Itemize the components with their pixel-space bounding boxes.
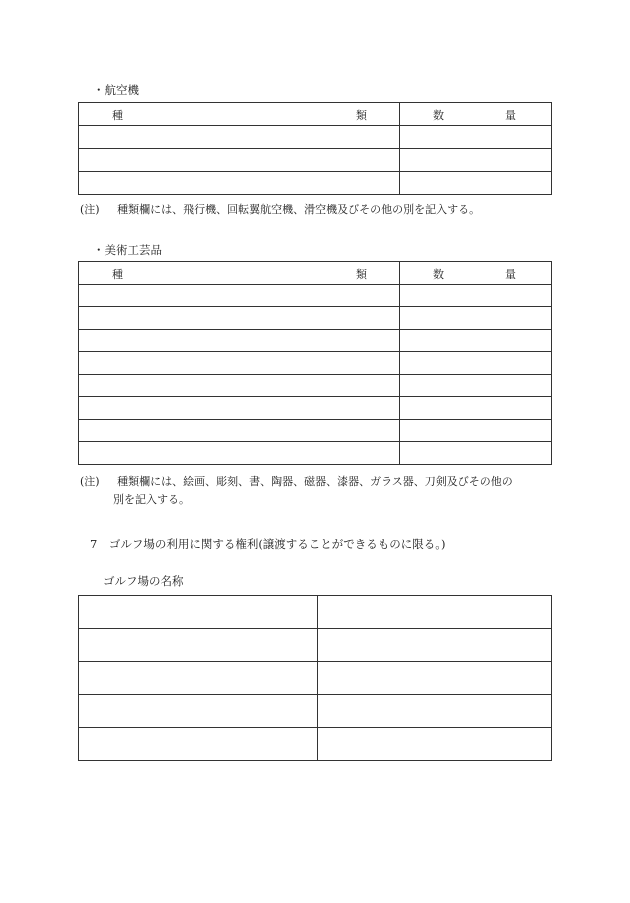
- aircraft-note-label: (注): [80, 203, 100, 216]
- table-cell[interactable]: [400, 329, 552, 352]
- table-cell[interactable]: [79, 419, 400, 442]
- golf-table: [78, 595, 552, 761]
- aircraft-table: [78, 102, 552, 195]
- aircraft-qty-header: [400, 103, 552, 126]
- art-kind-header: [79, 262, 400, 285]
- art-qty-header-right: 量: [505, 268, 516, 281]
- table-cell[interactable]: [400, 172, 552, 195]
- aircraft-qty-header-right: 量: [505, 109, 516, 122]
- table-cell[interactable]: [79, 695, 318, 728]
- table-cell[interactable]: [318, 695, 552, 728]
- art-note-text-line1: 種類欄には、絵画、彫刻、書、陶器、磁器、漆器、ガラス器、刀剣及びその他の: [117, 475, 513, 488]
- aircraft-note: [80, 201, 480, 219]
- golf-section-title: 7 ゴルフ場の利用に関する権利(譲渡することができるものに限る。): [90, 537, 446, 551]
- art-kind-header-left: 種: [112, 268, 123, 281]
- art-note-line2: 別を記入する。: [113, 493, 190, 506]
- table-cell[interactable]: [318, 596, 552, 629]
- table-cell[interactable]: [79, 374, 400, 397]
- table-cell[interactable]: [79, 629, 318, 662]
- aircraft-note-text: 種類欄には、飛行機、回転翼航空機、滑空機及びその他の別を記入する。: [117, 203, 481, 216]
- aircraft-kind-header-right: 類: [356, 109, 367, 122]
- aircraft-qty-header-left: 数: [433, 109, 444, 122]
- aircraft-heading: ・航空機: [93, 83, 139, 97]
- table-cell[interactable]: [400, 397, 552, 420]
- table-cell[interactable]: [318, 662, 552, 695]
- table-cell[interactable]: [79, 329, 400, 352]
- table-cell[interactable]: [79, 442, 400, 465]
- table-cell[interactable]: [400, 374, 552, 397]
- table-cell[interactable]: [318, 728, 552, 761]
- table-cell[interactable]: [400, 419, 552, 442]
- table-cell[interactable]: [79, 397, 400, 420]
- table-cell[interactable]: [400, 126, 552, 149]
- golf-name-label: ゴルフ場の名称: [103, 574, 184, 588]
- table-cell[interactable]: [79, 596, 318, 629]
- art-heading: ・美術工芸品: [93, 243, 162, 257]
- art-kind-header-right: 類: [356, 268, 367, 281]
- table-cell[interactable]: [400, 284, 552, 307]
- aircraft-kind-header-left: 種: [112, 109, 123, 122]
- art-qty-header: [400, 262, 552, 285]
- table-cell[interactable]: [79, 352, 400, 375]
- aircraft-kind-header: [79, 103, 400, 126]
- table-cell[interactable]: [79, 126, 400, 149]
- table-cell[interactable]: [79, 149, 400, 172]
- art-table: [78, 261, 552, 465]
- table-cell[interactable]: [79, 172, 400, 195]
- table-cell[interactable]: [79, 728, 318, 761]
- table-cell[interactable]: [400, 149, 552, 172]
- table-cell[interactable]: [318, 629, 552, 662]
- table-cell[interactable]: [79, 662, 318, 695]
- art-note-label: (注): [80, 475, 100, 488]
- art-note: [80, 473, 513, 491]
- art-qty-header-left: 数: [433, 268, 444, 281]
- table-cell[interactable]: [79, 284, 400, 307]
- table-cell[interactable]: [79, 307, 400, 330]
- table-cell[interactable]: [400, 352, 552, 375]
- table-cell[interactable]: [400, 442, 552, 465]
- table-cell[interactable]: [400, 307, 552, 330]
